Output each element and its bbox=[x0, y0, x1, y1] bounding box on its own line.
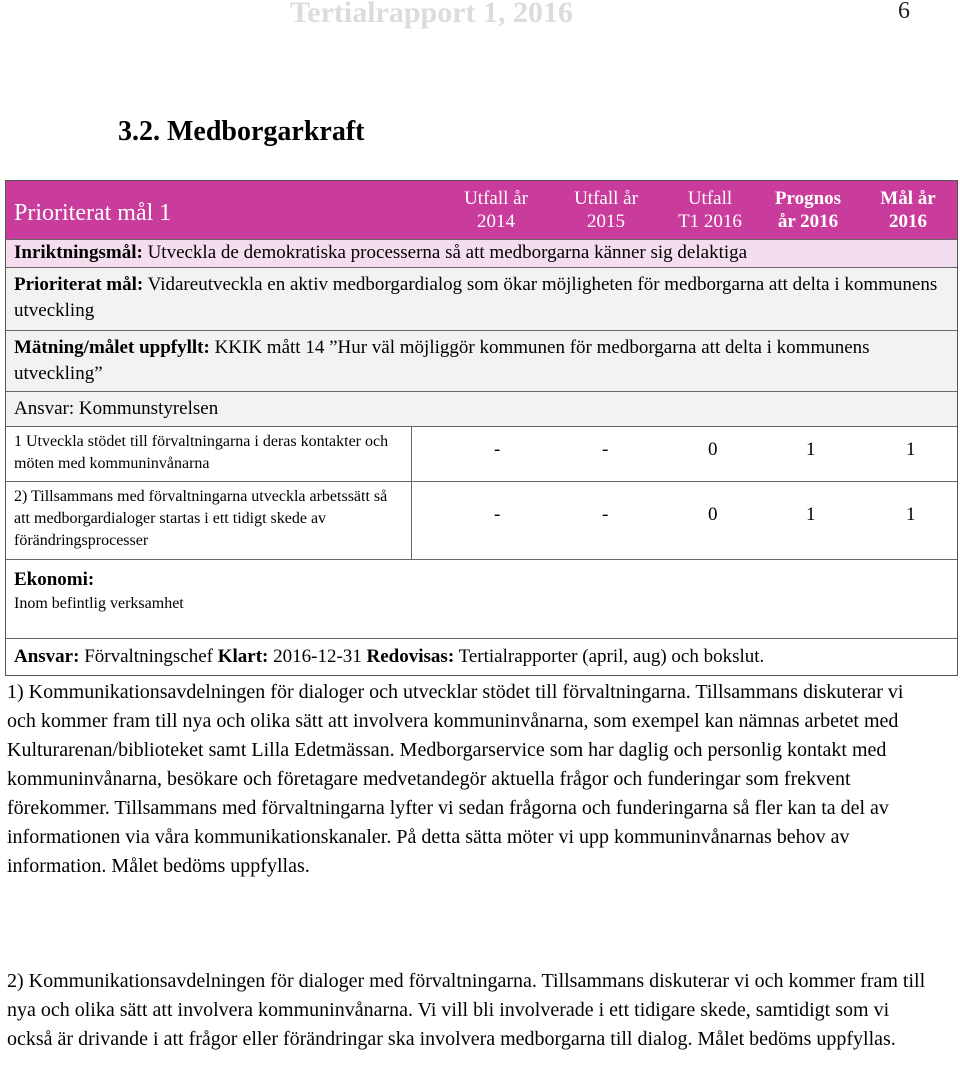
paragraph-2: 2) Kommunikationsavdelningen för dialoger med förvaltningarna. Tillsammans diskuterar vi och kommer fram till nya och olika sätt att involvera kommuninvånarna. Vi vill bli involverade i ett tidigare skede, samtidigt som vi också är drivande i att frågor eller förändringar ska involvera medborgarna till dialog. Målet bedöms uppfyllas. bbox=[7, 970, 926, 1050]
page-number: 6 bbox=[898, 0, 910, 24]
responsibility-footer-row: Ansvar: Förvaltningschef Klart: 2016-12-31 Redovisas: Tertialrapporter (april, aug) och bokslut. bbox=[6, 638, 957, 675]
goal-table bbox=[5, 180, 958, 676]
section-title: 3.2. Medborgarkraft bbox=[118, 116, 365, 147]
col-utfall-t1: Utfall T1 2016 bbox=[678, 188, 742, 232]
col-prognos: Prognos år 2016 bbox=[774, 188, 842, 232]
goal-title: Prioriterat mål 1 bbox=[14, 200, 172, 226]
col-mal: Mål år 2016 bbox=[880, 188, 936, 232]
measure-1-value-prognos: 1 bbox=[806, 439, 816, 460]
measure-2-value-2015: - bbox=[602, 504, 609, 525]
measure-2-value-t1: 0 bbox=[708, 504, 718, 525]
measure-row-2: 2) Tillsammans med förvaltningarna utveckla arbetssätt så att medborgardialoger startas i ett tidigt skede av förändringsprocesser - - 0 1 1 bbox=[6, 481, 957, 559]
report-header: Tertialrapport 1, 2016 bbox=[290, 0, 574, 29]
measure-row-1: 1 Utveckla stödet till förvaltningarna i deras kontakter och möten med kommuninvånarna - - 0 1 1 bbox=[6, 426, 957, 481]
measure-1-value-2015: - bbox=[602, 439, 609, 460]
measure-2-value-prognos: 1 bbox=[806, 504, 816, 525]
table-header bbox=[6, 181, 957, 239]
inriktningsmal-row: Inriktningsmål: Utveckla de demokratiska processerna så att medborgarna känner sig delaktiga bbox=[6, 239, 957, 267]
measure-2-value-mal: 1 bbox=[906, 504, 916, 525]
col-utfall-2014: Utfall år 2014 bbox=[464, 188, 528, 232]
col-utfall-2015: Utfall år 2015 bbox=[574, 188, 638, 232]
ansvar-row: Ansvar: Kommunstyrelsen bbox=[6, 391, 957, 426]
measure-2-value-2014: - bbox=[494, 504, 501, 525]
ekonomi-row: Ekonomi: Inom befintlig verksamhet bbox=[6, 559, 957, 638]
measure-1-value-mal: 1 bbox=[906, 439, 916, 460]
measure-1-value-t1: 0 bbox=[708, 439, 718, 460]
paragraph-1: 1) Kommunikationsavdelningen för dialoger och utvecklar stödet till förvaltningarna. Tillsammans diskuterar vi och kommer fram till nya och olika sätt att involvera kommuninvånarna, som exempel kan nämnas arbetet med Kulturarenan/biblioteket samt Lilla Edetmässan. Medborgarservice som har daglig och personlig kontakt med kommuninvånarna, besökare och företagare medvetandegör aktuella frågor och funderingar som frekvent förekommer. Tillsammans med förvaltningarna lyfter vi sedan frågorna och funderingarna så fler kan ta del av informationen via våra kommunikationskanaler. På detta sätta möter vi upp kommuninvånarnas behov av information. Målet bedöms uppfyllas. bbox=[7, 681, 904, 877]
measure-1-value-2014: - bbox=[494, 439, 501, 460]
matning-row: Mätning/målet uppfyllt: KKIK mått 14 ”Hur väl möjliggör kommunen för medborgarna att delta i kommunens utveckling” bbox=[6, 330, 957, 391]
prioriterat-mal-row: Prioriterat mål: Vidareutveckla en aktiv medborgardialog som ökar möjligheten för medborgarna att delta i kommunens utveckling bbox=[6, 267, 957, 330]
